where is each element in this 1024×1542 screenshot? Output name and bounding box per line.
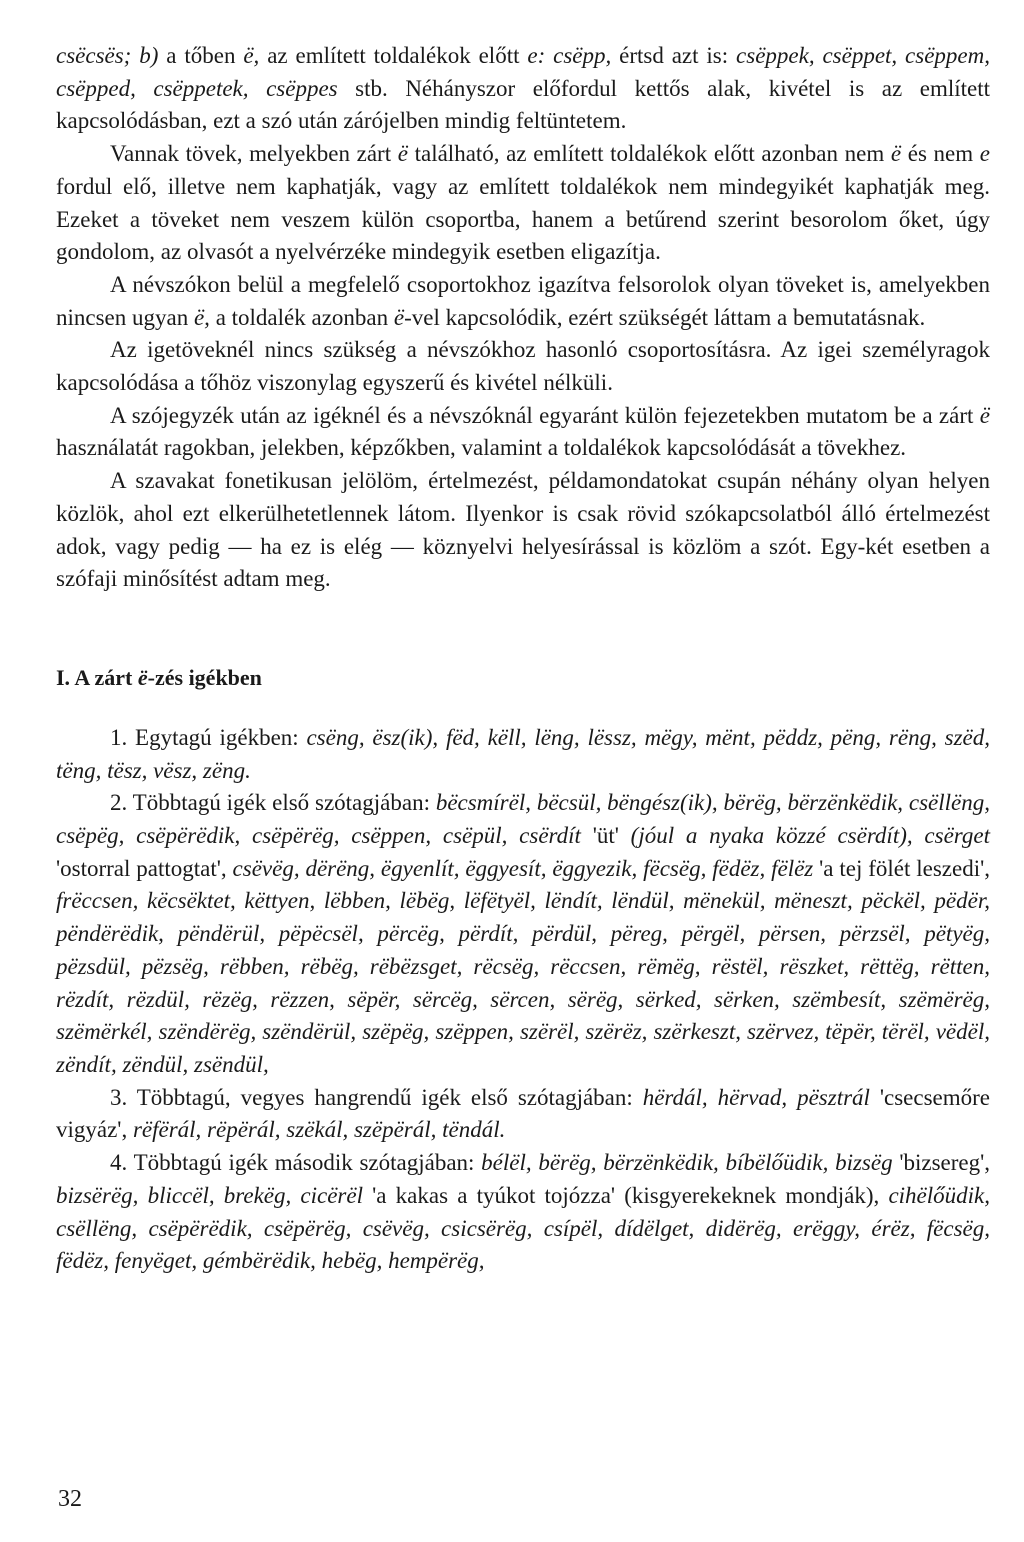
italic-term: (jóul a nyaka közzé csërdít), csërget — [630, 823, 990, 849]
italic-term: ë — [397, 141, 408, 167]
text-run: található, az említett toldalékok előtt azonban nem — [407, 141, 891, 167]
text-run: 'a tej fölét leszedi', — [813, 855, 990, 881]
text-run: Az igetöveknél nincs szükség a névszókhoz hasonló csoportosításra. Az igei személyragok kapcsolódása a tőhöz viszonylag egyszerű és kivétel nélküli. — [56, 337, 990, 396]
text-run: 4. Többtagú igék második szótagjában: — [110, 1150, 482, 1176]
paragraph — [56, 269, 990, 334]
paragraph — [56, 465, 990, 596]
paragraph — [56, 138, 990, 269]
text-run: és nem — [901, 141, 980, 167]
paragraph — [56, 400, 990, 465]
text-run: használatát ragokban, jelekben, képzőkben, valamint a toldalékok kapcsolódását a tövekhez. — [56, 435, 907, 461]
italic-term: bélël, bërëg, bërzënkëdik, bíbëlőüdik, bizsëg — [481, 1150, 893, 1176]
italic-term: csëvëg, dërëng, ëgyenlít, ëggyesít, ëggyezik, fëcsëg, fëdëz, fëlëz — [232, 855, 814, 881]
italic-term: bëcsmírël, bëcsül, bëngész(ik), bërëg, bërzënkëdik, csëllëng, csëpëg, csëpërëdik, csëpërëg, csëppen, csëpül, csërdít — [56, 790, 990, 849]
italic-term: ë — [890, 141, 902, 167]
text-run: fordul elő, illetve nem kaphatják, vagy az említett toldalékok nem mindegyikét kaphatják meg. Ezeket a töveket nem veszem külön csoportba, hanem a betűrend szerint besorolom őket, úgy gondolom, az olvasót a nyelvérzéke mindegyik esetben eligazítja. — [56, 173, 990, 265]
italic-term: ë — [979, 402, 990, 428]
italic-term: bizsërëg, bliccël, brekëg, cicërël — [56, 1182, 363, 1208]
text-run: 'ostorral pattogtat', — [56, 855, 233, 881]
text-run: 'bizsereg', — [892, 1150, 990, 1176]
italic-term: hërdál, hërvad, pësztrál — [642, 1084, 870, 1110]
italic-term: rëfërál, rëpërál, szëkál, szëpërál, tëndál. — [132, 1117, 506, 1143]
italic-term: ë, — [243, 43, 260, 68]
text-run: -zés igékben — [147, 664, 262, 690]
italic-term: csëng, ësz(ik), fëd, këll, lëng, lëssz, mëgy, mënt, pëddz, pëng, rëng, szëd, tëng, tësz, vësz, zëng. — [56, 724, 990, 783]
italic-term: cihëlőüdik, csëllëng, csëpërëdik, csëpërëg, csëvëg, csicsërëg, csípël, dídëlget, didërëg, erëggy, érëz, fëcsëg, fëdëz, fenyëget, gémbërëdik, hebëg, hempërëg, — [56, 1182, 990, 1274]
verb-sections — [56, 722, 990, 1278]
italic-term: ë — [137, 664, 148, 690]
italic-term: ë — [393, 304, 405, 330]
text-run: Vannak tövek, melyekben zárt — [110, 141, 398, 167]
text-run: az említett toldalékok előtt — [259, 43, 528, 68]
section-paragraph — [56, 787, 990, 1081]
text-run: stb. Néhányszor előfordul kettős alak, kivétel is az említett kapcsolódásban, ezt a szó után zárójelben mindig feltüntetem. — [56, 75, 990, 134]
text-run: -vel kapcsolódik, ezért szükségét láttam a bemutatásnak. — [404, 304, 926, 330]
italic-term: e — [979, 141, 990, 167]
text-run: értsd azt is: — [611, 43, 737, 68]
text-run: 2. Többtagú igék első szótagjában: — [110, 790, 436, 816]
text-run: 3. Többtagú, vegyes hangrendű igék első szótagjában: — [110, 1084, 643, 1110]
text-run: 'üt' — [580, 823, 631, 849]
intro-paragraphs — [56, 40, 990, 596]
text-run: 1. Egytagú igékben: — [110, 724, 307, 750]
text-run: A szójegyzék után az igéknél és a névszóknál egyaránt külön fejezetekben mutatom be a zárt — [110, 402, 980, 428]
text-run: a toldalék azonban — [209, 304, 394, 330]
paragraph — [56, 334, 990, 399]
text-run: A szavakat fonetikusan jelölöm, értelmezést, példamondatokat csupán néhány olyan helyen közlök, ahol ezt elkerülhetetlennek látom. Ilyenkor is csak rövid szókapcsolatból álló értelmezést adok, vagy pedig — ha ez is elég — köznyelvi helyesírással is közlöm a szót. Egy-két esetben a szófaji minősítést adtam meg. — [56, 468, 990, 592]
page-text — [56, 40, 990, 1278]
paragraph — [56, 40, 990, 138]
chapter-heading — [56, 662, 990, 694]
italic-term: e: csëpp, — [527, 43, 612, 68]
text-run: I. A zárt — [56, 664, 138, 690]
italic-term: csëcsës; b) — [56, 43, 159, 68]
text-run: A névszókon belül a megfelelő csoportokhoz igazítva felsorolok olyan töveket is, amelyekben nincsen ugyan — [56, 271, 990, 330]
spacer — [56, 596, 990, 662]
section-paragraph — [56, 1082, 990, 1147]
spacer — [56, 694, 990, 722]
text-run: a tőben — [158, 43, 244, 68]
text-run: 'csecsemőre vigyáz', — [56, 1084, 991, 1143]
italic-term: frëccsen, këcsëktet, këttyen, lëbben, lëbëg, lëfëtyël, lëndít, lëndül, mënekül, mëneszt, pëckël, pëdër, pëndërëdik, pëndërül, pëpëcsël, përcëg, përdít, përdül, përeg, përgël, përsen, përzsël, pëtyëg, pëzsdül, pëzsëg, rëbben, rëbëg, rëbëzsget, rëcsëg, rëccsen, rëmëg, rëstël, rëszket, rëttëg, rëtten, rëzdít, rëzdül, rëzëg, rëzzen, sëpër, sërcëg, sërcen, sërëg, sërked, sërken, szëmbesít, szëmërëg, szëmërkél, szëndërëg, szëndërül, szëpëg, szëppen, szërël, szërëz, szërkeszt, szërvez, tëpër, tërël, vëdël, zëndít, zëndül, zsëndül, — [56, 888, 990, 1077]
text-run: 'a kakas a tyúkot tojózza' (kisgyerekeknek mondják), — [362, 1182, 889, 1208]
italic-term: ë, — [193, 304, 210, 330]
section-paragraph — [56, 1147, 990, 1278]
section-paragraph — [56, 722, 990, 787]
page-number: 32 — [58, 1486, 82, 1512]
italic-term: csëppek, csëppet, csëppem, csëpped, csëppetek, csëppes — [56, 43, 990, 101]
